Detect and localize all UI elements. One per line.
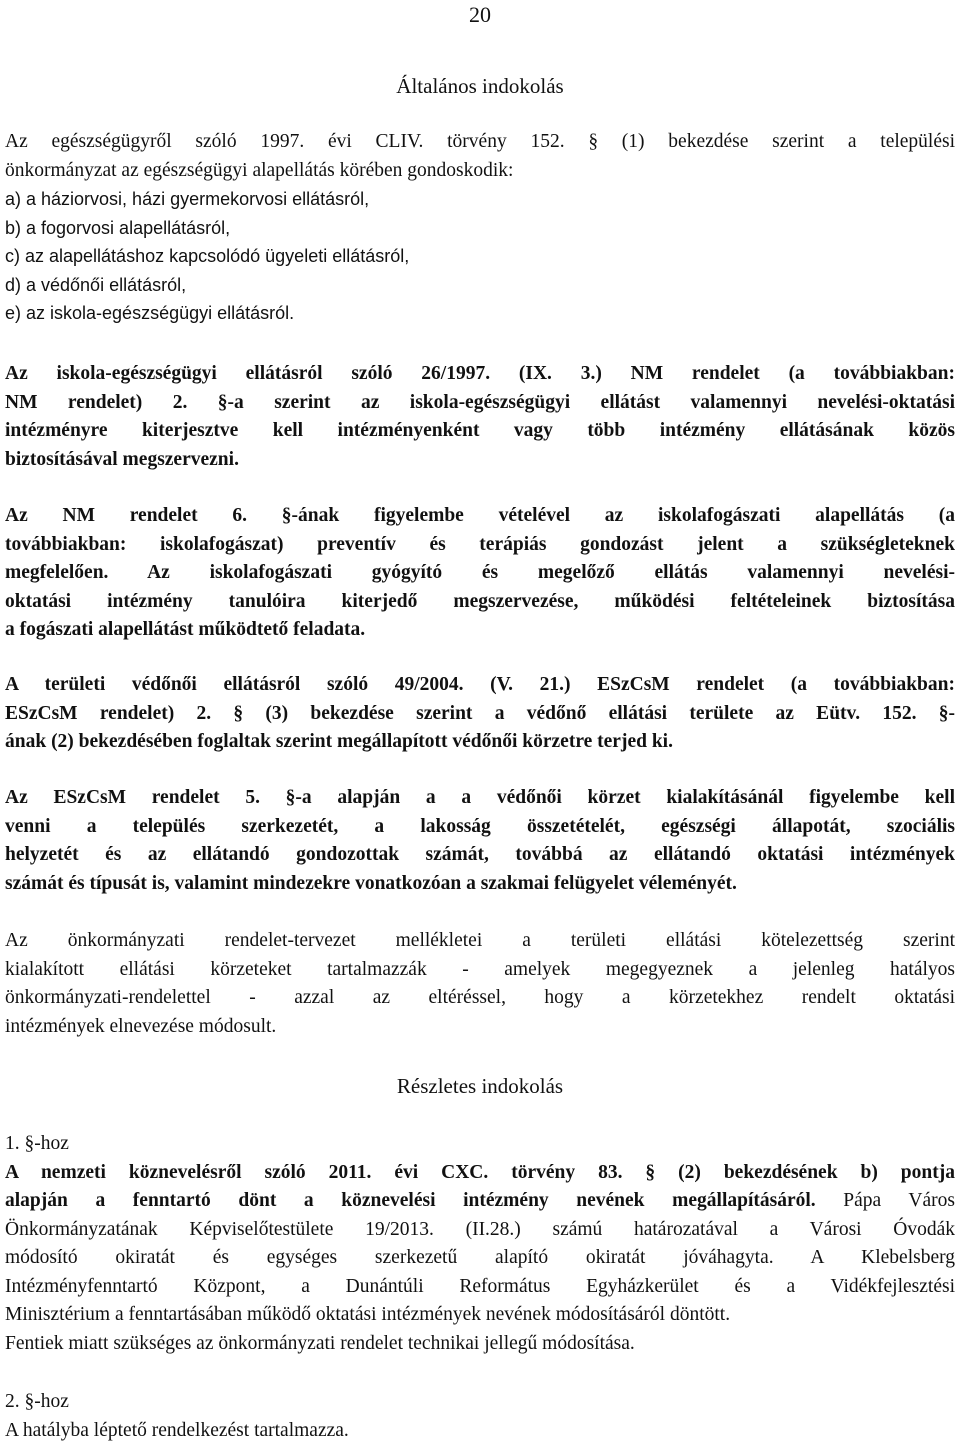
text-line: A nemzeti köznevelésről szóló 2011. évi CXC. törvény 83. § (2) bekezdésének b) pontja [5,1161,955,1183]
list-item: b) a fogorvosi alapellátásról, [5,217,231,238]
bold-fragment: alapján a fenntartó dönt a köznevelési intézmény nevének megállapításáról. [5,1190,816,1211]
text-line: Az ESzCsM rendelet 5. §-a alapján a a védőnői körzet kialakításánál figyelembe kell [5,787,955,808]
text-line: A hatályba léptető rendelkezést tartalmazza. [5,1419,349,1441]
text-line: megfelelően. Az iskolafogászati gyógyító és megelőző ellátás valamennyi nevelési- [5,562,955,583]
text-line: Minisztérium a fenntartásában működő oktatási intézmények nevének módosításáról döntött. [5,1304,731,1325]
list-item: e) az iskola-egészségügyi ellátásról. [5,303,295,323]
text-line: A területi védőnői ellátásról szóló 49/2004. (V. 21.) ESzCsM rendelet (a továbbiakban: [5,674,955,695]
text-line: Az egészségügyről szóló 1997. évi CLIV. törvény 152. § (1) bekezdése szerint a települési [5,131,955,152]
text-line: biztosításával megszervezni. [5,448,239,470]
list-item: a) a háziorvosi, házi gyermekorvosi ellátásról, [5,189,370,209]
tervezet-paragraph [5,927,955,1041]
section-1-label: 1. §-hoz [5,1133,69,1154]
section-2 [5,1388,955,1445]
korzet-paragraph [5,784,955,898]
iskolafogaszat-paragraph [5,502,955,645]
text-line: számát és típusát is, valamint mindezekre vonatkozóan a szakmai felügyelet véleményét. [5,872,737,894]
text-line: kialakított ellátási körzeteket tartalmazzák - amelyek megegyeznek a jelenleg hatályos [5,958,955,980]
text-line: Intézményfenntartó Központ, a Dunántúli Református Egyházkerület és a Vidékfejlesztési [5,1275,955,1297]
text-line: helyzetét és az ellátandó gondozottak számát, továbbá az ellátandó oktatási intézmények [5,844,955,865]
text-line: venni a település szerkezetét, a lakosság összetételét, egészségi állapotát, szociális [5,815,955,837]
text-line: oktatási intézmény tanulóira kiterjedő megszervezése, működési feltételeinek biztosítása [5,590,955,612]
section-1 [5,1130,955,1358]
text-line: módosító okiratát és egységes szerkezetű alapító okiratát jóváhagyta. A Klebelsberg [5,1247,955,1268]
text-line: önkormányzat az egészségügyi alapellátás körében gondoskodik: [5,159,514,181]
intro-paragraph [5,128,955,328]
vedonoi-paragraph [5,671,955,757]
text-line: ESzCsM rendelet) 2. § (3) bekezdése szerint a védőnő ellátási területe az Eütv. 152. §- [5,702,955,724]
text-line: intézmények elnevezése módosult. [5,1015,277,1037]
list-item: c) az alapellátáshoz kapcsolódó ügyeleti ellátásról, [5,246,410,266]
text-line: Az NM rendelet 6. §-ának figyelembe vételével az iskolafogászati alapellátás (a [5,505,955,526]
text-line: Fentiek miatt szükséges az önkormányzati rendelet technikai jellegű módosítása. [5,1332,635,1354]
text-line: intézményre kiterjesztve kell intézményenként vagy több intézmény ellátásának közös [5,420,955,441]
text-line: továbbiakban: iskolafogászat) preventív és terápiás gondozást jelent a szükségleteknek [5,533,955,555]
list-item: d) a védőnői ellátásról, [5,274,187,295]
text-line: önkormányzati-rendelettel - azzal az eltéréssel, hogy a körzetekhez rendelt oktatási [5,987,955,1008]
text-fragment: Pápa Város [815,1190,955,1211]
general-heading: Általános indokolás [396,74,564,98]
text-line: NM rendelet) 2. §-a szerint az iskola-egészségügyi ellátást valamennyi nevelési-oktatási [5,391,955,413]
text-line [5,1187,955,1216]
detailed-heading: Részletes indokolás [396,1074,564,1098]
text-line: Az önkormányzati rendelet-tervezet mellékletei a területi ellátási kötelezettség szerint [5,930,955,951]
text-line: Önkormányzatának Képviselőtestülete 19/2013. (II.28.) számú határozatával a Városi Óvodák [5,1218,955,1240]
text-line: ának (2) bekezdésében foglaltak szerint megállapított védőnői körzetre terjed ki. [5,731,673,752]
text-line: Az iskola-egészségügyi ellátásról szóló 26/1997. (IX. 3.) NM rendelet (a továbbiakban: [5,363,955,384]
page-number: 20 [469,2,491,27]
section-2-label: 2. §-hoz [5,1391,69,1412]
text-line: a fogászati alapellátást működtető feladata. [5,619,366,640]
nm-rendelet-paragraph [5,360,955,474]
